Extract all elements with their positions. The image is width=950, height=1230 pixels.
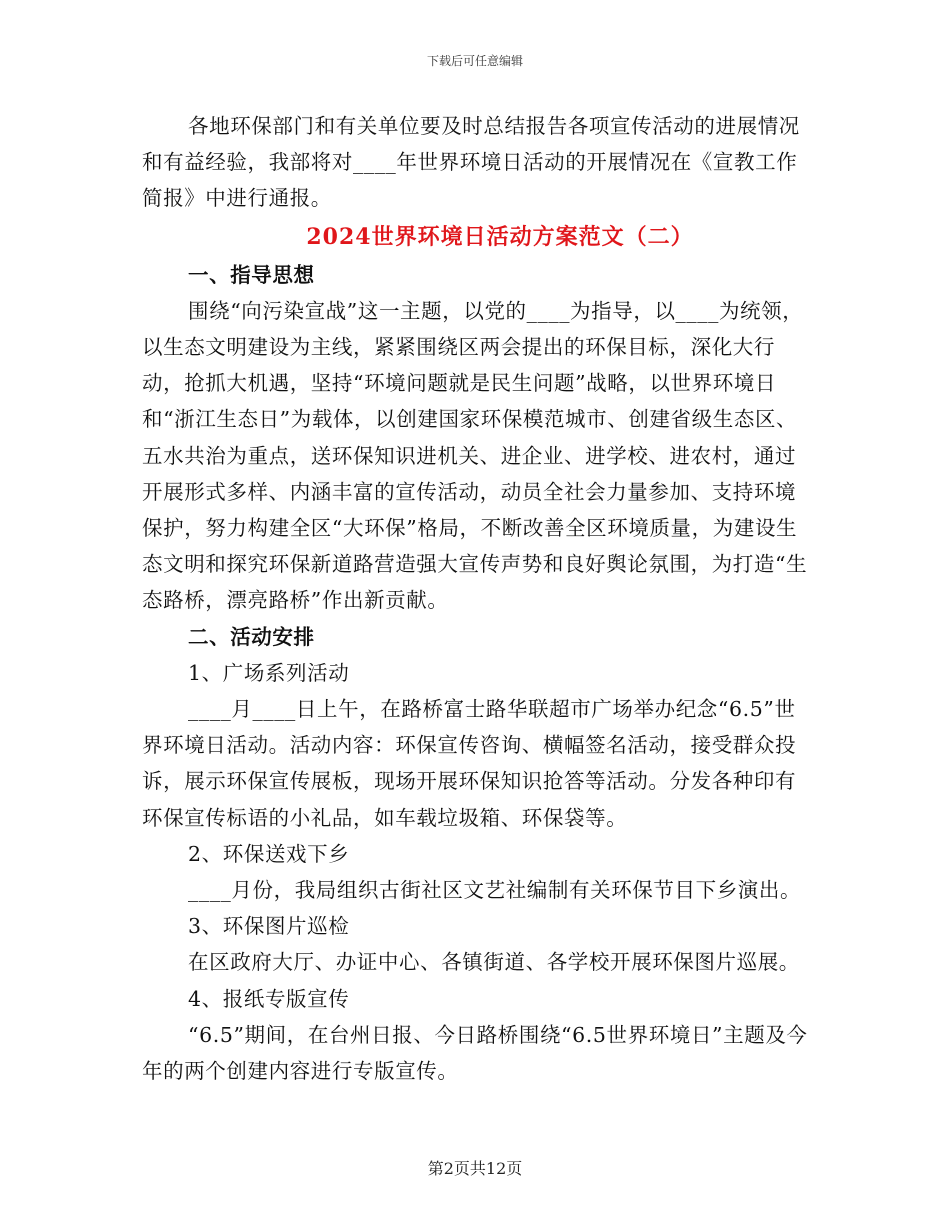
item-4-paragraph: “6.5”期间，在台州日报、今日路桥围绕“6.5世界环境日”主题及今年的两个创建内容进行专版宣传。 (142, 1022, 808, 1084)
section-2-heading: 二、活动安排 (188, 624, 315, 649)
item-3-heading: 3、环保图片巡检 (188, 914, 350, 939)
item-3-paragraph: 在区政府大厅、办证中心、各镇街道、各学校开展环保图片巡展。 (188, 950, 800, 975)
document-title: 2024世界环境日活动方案范文（二） (306, 223, 694, 250)
section-1-heading: 一、指导思想 (188, 262, 315, 287)
page-footer: 第2页共12页 (427, 1159, 523, 1178)
page-header: 下载后可任意编辑 (426, 54, 523, 68)
item-1-paragraph: ____月____日上午，在路桥富士路华联超市广场举办纪念“6.5”世界环境日活动。活动内容：环保宣传咨询、横幅签名活动，接受群众投诉，展示环保宣传展板，现场开展环保知识抢答等活动。分发各种印有环保宣传标语的小礼品，如车载垃圾箱、环保袋等。 (142, 697, 797, 830)
item-2-paragraph: ____月份，我局组织古街社区文艺社编制有关环保节目下乡演出。 (188, 878, 802, 903)
item-4-heading: 4、报纸专版宣传 (188, 986, 350, 1011)
document-body (142, 108, 812, 1089)
intro-paragraph: 各地环保部门和有关单位要及时总结报告各项宣传活动的进展情况和有益经验，我部将对____年世界环境日活动的开展情况在《宣教工作简报》中进行通报。 (142, 114, 800, 211)
item-1-heading: 1、广场系列活动 (188, 660, 350, 685)
item-2-heading: 2、环保送戏下乡 (188, 841, 350, 866)
section-1-paragraph: 围绕“向污染宣战”这一主题，以党的____为指导，以____为统领，以生态文明建设为主线，紧紧围绕区两会提出的环保目标，深化大行动，抢抓大机遇，坚持“环境问题就是民生问题”战略，以世界环境日和“浙江生态日”为载体，以创建国家环保模范城市、创建省级生态区、五水共治为重点，送环保知识进机关、进企业、进学校、进农村，通过开展形式多样、内涵丰富的宣传活动，动员全社会力量参加、支持环境保护，努力构建全区“大环保”格局，不断改善全区环境质量，为建设生态文明和探究环保新道路营造强大宣传声势和良好舆论氛围，为打造“生态路桥，漂亮路桥”作出新贡献。 (142, 298, 808, 613)
